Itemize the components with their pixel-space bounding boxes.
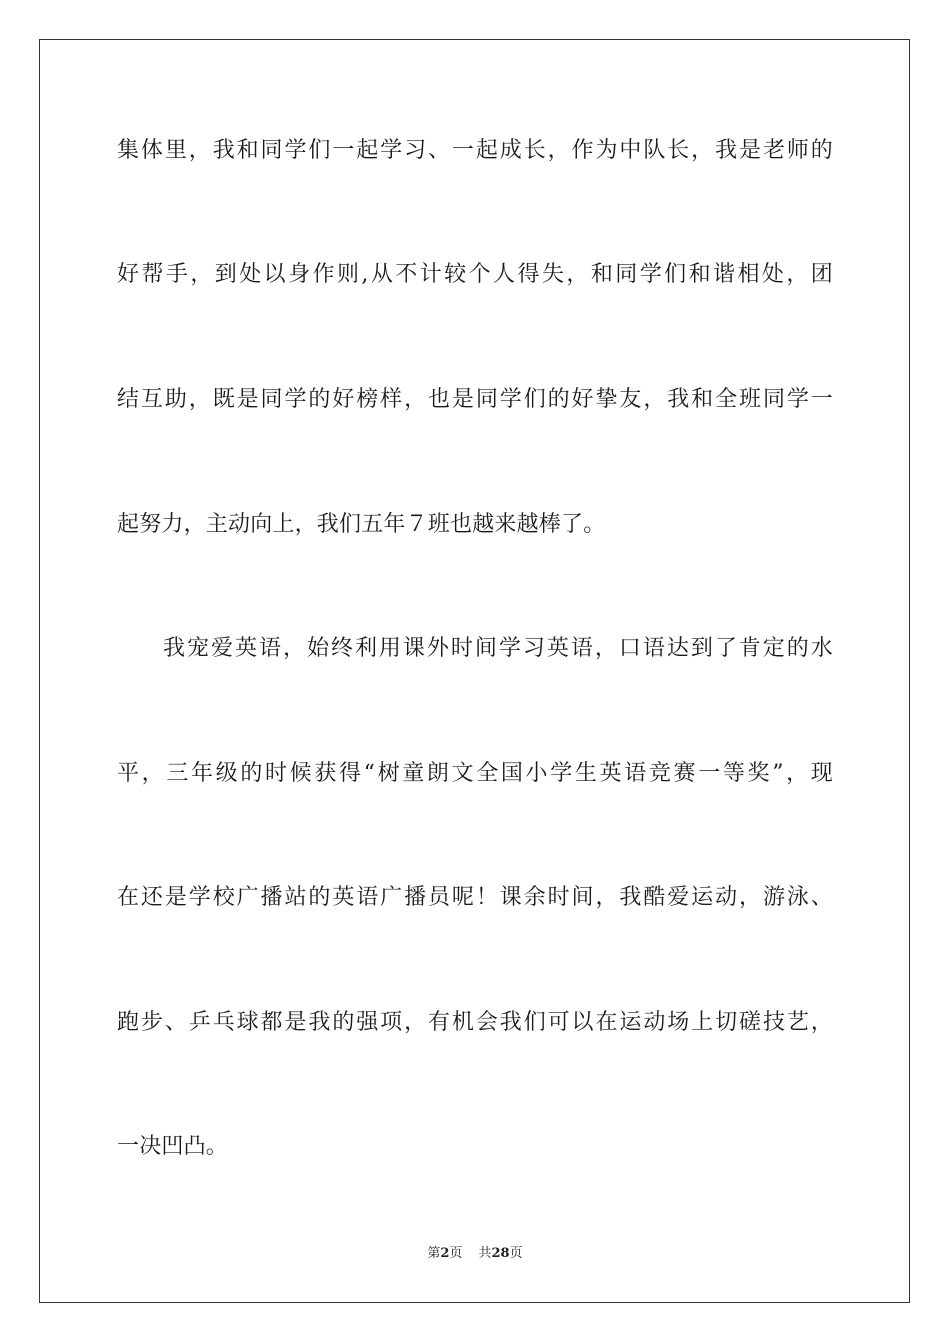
total-pages: 28 (491, 1246, 510, 1261)
paragraph-2-line-1: 我宠爱英语，始终利用课外时间学习英语，口语达到了肯定的水 (163, 636, 833, 661)
paragraph-1-line-3: 结互助，既是同学的好榜样，也是同学们的好挚友，我和全班同学一 (117, 387, 833, 412)
total-prefix: 共 (478, 1246, 492, 1261)
paragraph-2-line-4: 跑步、乒乓球都是我的强项，有机会我们可以在运动场上切磋技艺， (117, 1010, 833, 1035)
page-prefix: 第 (427, 1246, 441, 1261)
paragraph-1-line-4: 起努力，主动向上，我们五年７班也越来越棒了。 (117, 512, 606, 537)
page-footer (0, 1245, 950, 1263)
total-suffix: 页 (509, 1246, 523, 1261)
page-number: 2 (440, 1246, 450, 1261)
paragraph-1-line-1: 集体里，我和同学们一起学习、一起成长，作为中队长，我是老师的 (117, 138, 833, 163)
page-border (39, 39, 910, 1303)
paragraph-1-line-2: 好帮手，到处以身作则,从不计较个人得失，和同学们和谐相处，团 (117, 262, 833, 287)
paragraph-2-line-5: 一决凹凸。 (117, 1134, 229, 1159)
page-suffix: 页 (449, 1246, 463, 1261)
paragraph-2-line-3: 在还是学校广播站的英语广播员呢！课余时间，我酷爱运动，游泳、 (117, 885, 833, 910)
paragraph-2-line-2: 平，三年级的时候获得“树童朗文全国小学生英语竞赛一等奖”，现 (117, 761, 833, 786)
